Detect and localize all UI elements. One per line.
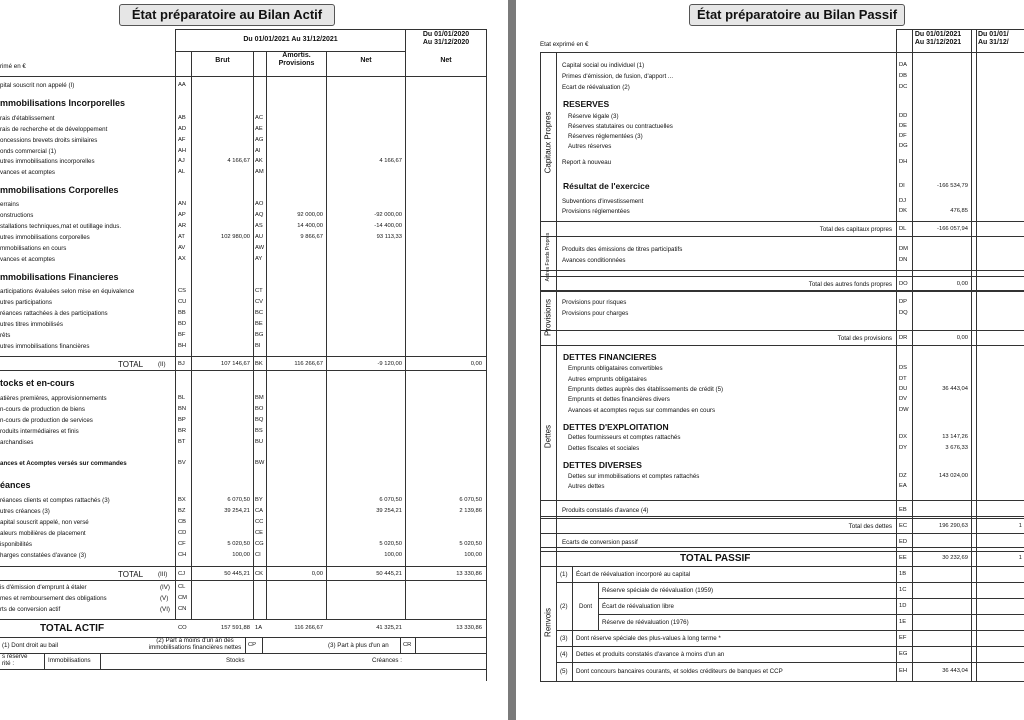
passif-line-label: Ecarts de conversion passif xyxy=(562,539,638,546)
passif-code: DW xyxy=(899,407,909,413)
passif-line-label: Ecart de réévaluation (2) xyxy=(562,84,630,91)
actif-line-label: is d'émission d'emprunt à étaler xyxy=(0,584,87,591)
actif-brut-value: 100,00 xyxy=(232,552,250,558)
renvoi-2c-code: 1E xyxy=(899,619,907,625)
group-autres-fonds: Autres Fonds Propres xyxy=(545,232,551,282)
actif-line-label: apital souscrit appelé, non versé xyxy=(0,519,89,526)
passif-total-rule xyxy=(540,518,1024,519)
passif-code: DG xyxy=(899,143,908,149)
passif-code: DM xyxy=(899,246,909,252)
actif-net-value: 6 070,50 xyxy=(379,497,402,503)
passif-code: DZ xyxy=(899,473,907,479)
actif-line-label: stallations techniques,mat et outillage indus. xyxy=(0,223,122,230)
renvoi-2a-code: 1C xyxy=(899,587,907,593)
actif-code-brut: CD xyxy=(178,530,187,536)
actif-code-brut: BR xyxy=(178,428,187,434)
actif-code-amort: AW xyxy=(255,245,265,251)
passif-unit: Etat exprimé en € xyxy=(540,41,589,48)
passif-line-label: Capital social ou individuel (1) xyxy=(562,62,645,69)
renvoi-2-num: (2) xyxy=(560,603,568,610)
renvoi-2c-label: Réserve de réévaluation (1976) xyxy=(602,619,689,626)
actif-code-brut: AV xyxy=(178,245,186,251)
actif-code-brut: AJ xyxy=(178,158,185,164)
actif-total-roman: (II) xyxy=(158,361,166,368)
actif-amort-value: 116 266,67 xyxy=(294,361,323,367)
actif-code-brut: CS xyxy=(178,288,187,294)
actif-code-amort: AU xyxy=(255,234,264,240)
passif-code: DD xyxy=(899,113,908,119)
passif-title: État préparatoire au Bilan Passif xyxy=(689,4,905,26)
actif-line-label: vances et acomptes xyxy=(0,256,56,263)
actif-brut-value: 4 166,67 xyxy=(227,158,250,164)
passif-section-rule xyxy=(540,500,1024,501)
passif-line-label: Réserves réglementées (3) xyxy=(568,133,643,140)
passif-period: Du 01/01/2021 Au 31/12/2021 xyxy=(914,31,962,46)
actif-code-brut: AF xyxy=(178,137,186,143)
passif-code: DA xyxy=(899,62,908,68)
renvoi-5-code: EH xyxy=(899,668,908,674)
passif-line-label: Subventions d'investissement xyxy=(562,198,644,205)
actif-net-value: 5 020,50 xyxy=(379,541,402,547)
actif-line-label: utres immobilisations financières xyxy=(0,343,90,350)
actif-code-amort: BU xyxy=(255,439,264,445)
actif-code-amort: BG xyxy=(255,332,264,338)
actif-prev-value: 2 139,86 xyxy=(459,508,482,514)
passif-code: DI xyxy=(899,183,905,189)
actif-title: État préparatoire au Bilan Actif xyxy=(119,4,335,26)
passif-line-label: Autres dettes xyxy=(568,483,605,490)
total-actif-prev: 13 330,86 xyxy=(456,625,482,631)
actif-code-amort: CG xyxy=(255,541,264,547)
actif-section-title: mmobilisations Corporelles xyxy=(0,185,119,195)
actif-code-brut: CF xyxy=(178,541,186,547)
renvoi-3-label: Dont réserve spéciale des plus-values à long terme * xyxy=(576,635,721,642)
actif-code-amort: CI xyxy=(255,552,261,558)
passif-section-rule xyxy=(540,345,1024,346)
passif-section-title: RESERVES xyxy=(563,99,610,109)
foot-cr: CR xyxy=(403,642,412,648)
passif-code: EE xyxy=(899,555,907,561)
actif-code-brut: CH xyxy=(178,552,187,558)
actif-line-label: ances et Acomptes versés sur commandes xyxy=(0,460,127,467)
passif-line-label: Dettes fournisseurs et comptes rattachés xyxy=(568,434,681,441)
actif-prev-value: 100,00 xyxy=(464,552,482,558)
actif-line-label: réances rattachées à des participations xyxy=(0,310,108,317)
renvoi-1-num: (1) xyxy=(560,571,568,578)
actif-section-title: mmobilisations Incorporelles xyxy=(0,98,126,108)
actif-code-brut: BX xyxy=(178,497,186,503)
passif-total-label: Total des dettes xyxy=(848,523,892,530)
renvoi-2b-code: 1D xyxy=(899,603,907,609)
foot-cp: CP xyxy=(248,642,257,648)
actif-net-value: 39 254,21 xyxy=(376,508,402,514)
actif-amort-value: 92 000,00 xyxy=(297,212,323,218)
passif-line-label: Produits constatés d'avance (4) xyxy=(562,507,649,514)
actif-code-brut: BN xyxy=(178,406,187,412)
actif-code-amort: CT xyxy=(255,288,263,294)
passif-value: 36 443,04 xyxy=(942,386,968,392)
actif-line-label: isponibilités xyxy=(0,541,32,548)
actif-line-label: archandises xyxy=(0,439,34,446)
passif-code: DQ xyxy=(899,310,908,316)
actif-line-label: onds commercial (1) xyxy=(0,148,57,155)
foot-droit-bail: (1) Dont droit au bail xyxy=(2,642,59,649)
passif-section-rule xyxy=(540,290,1024,291)
passif-line-label: Avances et acomptes reçus sur commandes en cours xyxy=(568,407,716,414)
actif-line-label: rts de conversion actif xyxy=(0,606,61,613)
actif-code-amort: AQ xyxy=(255,212,264,218)
total-actif-net: 41 325,21 xyxy=(376,625,402,631)
passif-section-rule xyxy=(540,516,1024,517)
actif-line-label: réances clients et comptes rattachés (3) xyxy=(0,497,110,504)
passif-total-label: Total des provisions xyxy=(837,335,892,342)
actif-code-amort: AK xyxy=(255,158,263,164)
passif-total-rule xyxy=(540,221,1024,222)
actif-code-amort: CV xyxy=(255,299,264,305)
actif-code-brut: AB xyxy=(178,115,186,121)
actif-line-label: rais d'établissement xyxy=(0,115,55,122)
passif-line-label: Produits des émissions de titres participatifs xyxy=(562,246,683,253)
actif-brut-value: 39 254,21 xyxy=(224,508,250,514)
passif-code: DK xyxy=(899,208,908,214)
actif-code-amort: CK xyxy=(255,571,264,577)
actif-brut-value: 6 070,50 xyxy=(227,497,250,503)
total-actif-code1: CO xyxy=(178,625,187,631)
foot-part-plus: (3) Part à plus d'un an xyxy=(328,642,389,649)
actif-code-brut: AX xyxy=(178,256,186,262)
actif-line-label: pital souscrit non appelé (I) xyxy=(0,82,75,89)
passif-line-label: Emprunts obligataires convertibles xyxy=(568,365,663,372)
actif-total-label: TOTAL xyxy=(118,570,144,579)
actif-line-roman: (V) xyxy=(160,595,169,602)
col-net: Net xyxy=(360,57,372,64)
actif-line-label: utres immobilisations incorporelles xyxy=(0,158,95,165)
actif-line-label: aleurs mobilières de placement xyxy=(0,530,86,537)
bilan-actif-page xyxy=(0,0,508,720)
actif-line-label: n-cours de production de biens xyxy=(0,406,85,413)
actif-prev-value: 5 020,50 xyxy=(459,541,482,547)
passif-section-title: DETTES DIVERSES xyxy=(563,460,642,470)
actif-code-amort: BC xyxy=(255,310,264,316)
passif-prev-partial: 1 xyxy=(1018,555,1022,561)
actif-code-brut: CJ xyxy=(178,571,186,577)
actif-code-brut: AR xyxy=(178,223,187,229)
actif-code-brut: AT xyxy=(178,234,185,240)
actif-code-brut: AL xyxy=(178,169,186,175)
actif-brut-value: 50 445,21 xyxy=(224,571,250,577)
renvoi-3-code: EF xyxy=(899,635,907,641)
passif-code: DN xyxy=(899,257,908,263)
actif-code-brut: BF xyxy=(178,332,186,338)
passif-value: 30 232,69 xyxy=(942,555,968,561)
passif-code: DH xyxy=(899,159,908,165)
group-dettes: Dettes xyxy=(543,424,553,449)
total-actif-label: TOTAL ACTIF xyxy=(40,623,105,634)
actif-net-value: 93 113,33 xyxy=(376,234,402,240)
actif-code-brut: AH xyxy=(178,148,187,154)
passif-code: DR xyxy=(899,335,908,341)
passif-code: EA xyxy=(899,483,907,489)
renvoi-5-value: 36 443,04 xyxy=(942,668,968,674)
actif-line-label: mmobilisations en cours xyxy=(0,245,67,252)
actif-line-label: onstructions xyxy=(0,212,34,219)
passif-code: DS xyxy=(899,365,908,371)
renvoi-2a-label: Réserve spéciale de réévaluation (1959) xyxy=(602,587,714,594)
actif-prev-value: 0,00 xyxy=(470,361,482,367)
actif-code-brut: BP xyxy=(178,417,186,423)
actif-unit: rimé en € xyxy=(0,63,26,70)
passif-line-label: Autres emprunts obligataires xyxy=(568,376,647,383)
actif-total-rule xyxy=(0,566,486,567)
actif-total-label: TOTAL xyxy=(118,360,144,369)
actif-line-label: errains xyxy=(0,201,19,208)
actif-section-title: mmobilisations Financieres xyxy=(0,272,119,282)
passif-code: DP xyxy=(899,299,908,305)
actif-code-brut: BT xyxy=(178,439,186,445)
passif-line-label: Réserves statutaires ou contractuelles xyxy=(568,123,673,130)
actif-line-roman: (IV) xyxy=(160,584,170,591)
actif-brut-value: 107 146,67 xyxy=(220,361,250,367)
actif-period-prev: Du 01/01/2020 Au 31/12/2020 xyxy=(422,31,470,46)
passif-code: DU xyxy=(899,386,908,392)
actif-prev-value: 13 330,86 xyxy=(456,571,482,577)
actif-total-rule xyxy=(0,580,486,581)
actif-line-label: vances et acomptes xyxy=(0,169,56,176)
actif-code-amort: BI xyxy=(255,343,261,349)
renvoi-1-label: Écart de réévaluation incorporé au capital xyxy=(576,571,691,578)
passif-section-title: Résultat de l'exercice xyxy=(563,181,650,191)
actif-code-amort: BY xyxy=(255,497,263,503)
actif-net-value: -92 000,00 xyxy=(374,212,402,218)
actif-line-label: utres immobilisations corporelles xyxy=(0,234,90,241)
passif-line-label: Dettes fiscales et sociales xyxy=(568,445,640,452)
passif-line-label: Provisions pour risques xyxy=(562,299,627,306)
passif-total-label: Total des autres fonds propres xyxy=(808,281,892,288)
passif-section-title: DETTES FINANCIERES xyxy=(563,352,657,362)
passif-value: 0,00 xyxy=(956,281,968,287)
passif-value: 476,85 xyxy=(950,208,968,214)
passif-value: -166 534,79 xyxy=(937,183,968,189)
actif-code-brut: BH xyxy=(178,343,187,349)
actif-code-amort: CC xyxy=(255,519,264,525)
actif-code-amort: BM xyxy=(255,395,264,401)
passif-line-label: Emprunts dettes auprès des établissements de crédit (5) xyxy=(568,386,724,393)
actif-code-amort: BW xyxy=(255,460,265,466)
actif-code-brut: CM xyxy=(178,595,188,601)
actif-code-amort: BE xyxy=(255,321,263,327)
col-brut: Brut xyxy=(215,57,230,64)
passif-line-label: Dettes sur immobilisations et comptes rattachés xyxy=(568,473,700,480)
actif-line-label: rais de recherche et de développement xyxy=(0,126,108,133)
actif-brut-value: 102 980,00 xyxy=(220,234,250,240)
actif-net-value: 100,00 xyxy=(384,552,402,558)
renvoi-4-code: EG xyxy=(899,651,908,657)
passif-code: ED xyxy=(899,539,908,545)
actif-code-brut: BD xyxy=(178,321,187,327)
renvoi-2-dont: Dont xyxy=(579,603,593,610)
passif-value: 0,00 xyxy=(956,335,968,341)
renvoi-5-num: (5) xyxy=(560,668,568,675)
total-actif-code2: 1A xyxy=(255,625,263,631)
actif-line-label: atières premières, approvisionnements xyxy=(0,395,107,402)
passif-section-title: DETTES D'EXPLOITATION xyxy=(563,422,669,432)
actif-code-brut: BB xyxy=(178,310,186,316)
actif-total-rule xyxy=(0,370,486,371)
total-passif-label: TOTAL PASSIF xyxy=(680,553,751,564)
bilan-passif-page xyxy=(516,0,1024,720)
passif-code: DX xyxy=(899,434,908,440)
actif-brut-value: 5 020,50 xyxy=(227,541,250,547)
renvoi-4-num: (4) xyxy=(560,651,568,658)
actif-code-brut: BV xyxy=(178,460,186,466)
passif-value: 3 676,33 xyxy=(945,445,968,451)
passif-section-rule xyxy=(540,547,1024,548)
actif-line-label: utres participations xyxy=(0,299,52,306)
passif-line-label: Réserve légale (3) xyxy=(568,113,619,120)
passif-total-rule xyxy=(540,533,1024,534)
foot-immobilisations: Immobilisations xyxy=(48,657,91,664)
actif-line-label: articipations évaluées selon mise en équivalence xyxy=(0,288,135,295)
passif-period-prev: Du 01/01/ Au 31/12/ xyxy=(978,31,1009,46)
actif-code-brut: BZ xyxy=(178,508,186,514)
actif-total-roman: (III) xyxy=(158,571,168,578)
foot-stocks: Stocks xyxy=(226,657,245,664)
actif-line-label: rêts xyxy=(0,332,11,339)
passif-value: 13 147,26 xyxy=(942,434,968,440)
passif-code: DC xyxy=(899,84,908,90)
passif-total-label: Total des capitaux propres xyxy=(819,226,892,233)
actif-line-label: utres créances (3) xyxy=(0,508,50,515)
actif-line-roman: (VI) xyxy=(160,606,170,613)
passif-code: DF xyxy=(899,133,907,139)
passif-line-label: Autres réserves xyxy=(568,143,612,150)
actif-line-label: n-cours de production de services xyxy=(0,417,93,424)
actif-line-label: mes et remboursement des obligations xyxy=(0,595,107,602)
actif-line-label: harges constatées d'avance (3) xyxy=(0,552,87,559)
actif-code-amort: AI xyxy=(255,148,261,154)
actif-prev-value: 6 070,50 xyxy=(459,497,482,503)
passif-code: DL xyxy=(899,226,907,232)
actif-code-amort: AC xyxy=(255,115,264,121)
actif-amort-value: 0,00 xyxy=(311,571,323,577)
actif-code-brut: AA xyxy=(178,82,186,88)
passif-code: DE xyxy=(899,123,908,129)
actif-line-label: oncessions brevets droits similaires xyxy=(0,137,98,144)
actif-code-brut: CL xyxy=(178,584,186,590)
passif-line-label: Avances conditionnées xyxy=(562,257,626,264)
passif-total-rule xyxy=(540,551,1024,552)
actif-code-amort: BQ xyxy=(255,417,264,423)
passif-total-rule xyxy=(540,291,1024,292)
actif-code-amort: AM xyxy=(255,169,264,175)
passif-code: DY xyxy=(899,445,908,451)
actif-total-rule xyxy=(0,356,486,357)
actif-line-label: utres titres immobilisés xyxy=(0,321,63,328)
col-net-prev: Net xyxy=(440,57,452,64)
renvoi-1-code: 1B xyxy=(899,571,907,577)
actif-amort-value: 9 866,67 xyxy=(300,234,323,240)
actif-period: Du 01/01/2021 Au 31/12/2021 xyxy=(243,36,338,43)
group-provisions: Provisions xyxy=(543,299,553,336)
passif-code: DV xyxy=(899,396,908,402)
actif-net-value: -14 400,00 xyxy=(374,223,402,229)
passif-prev-partial: 1 xyxy=(1018,523,1022,529)
passif-code: DB xyxy=(899,73,908,79)
actif-code-brut: BL xyxy=(178,395,186,401)
actif-code-brut: AD xyxy=(178,126,187,132)
passif-section-rule xyxy=(540,566,1024,567)
actif-code-amort: AG xyxy=(255,137,264,143)
passif-code: DO xyxy=(899,281,908,287)
total-actif-brut: 157 591,88 xyxy=(220,625,250,631)
renvoi-5-label: Dont concours bancaires courants, et soldes créditeurs de banques et CCP xyxy=(576,668,783,675)
actif-section-title: éances xyxy=(0,480,31,490)
passif-code: EC xyxy=(899,523,908,529)
passif-value: 143 024,00 xyxy=(938,473,968,479)
passif-total-rule xyxy=(540,330,1024,331)
passif-line-label: Provisions pour charges xyxy=(562,310,629,317)
actif-code-brut: CB xyxy=(178,519,187,525)
actif-code-brut: AP xyxy=(178,212,186,218)
passif-value: 196 290,63 xyxy=(938,523,968,529)
actif-code-amort: BS xyxy=(255,428,263,434)
renvoi-3-num: (3) xyxy=(560,635,568,642)
actif-code-amort: AS xyxy=(255,223,263,229)
foot-reserve: s réserve rité : xyxy=(2,653,28,667)
actif-code-amort: BK xyxy=(255,361,263,367)
passif-total-rule xyxy=(540,276,1024,277)
actif-code-brut: CN xyxy=(178,606,187,612)
actif-line-label: roduits intermédiaires et finis xyxy=(0,428,79,435)
actif-net-value: 50 445,21 xyxy=(376,571,402,577)
group-capitaux-propres: Capitaux Propres xyxy=(543,111,553,174)
actif-net-value: -9 120,00 xyxy=(377,361,402,367)
actif-code-amort: BO xyxy=(255,406,264,412)
passif-line-label: Emprunts et dettes financières divers xyxy=(568,396,670,403)
foot-part-moins: (2) Part à moins d'un an des immobilisations financières nettes xyxy=(148,637,242,651)
actif-code-brut: CU xyxy=(178,299,187,305)
actif-net-value: 4 166,67 xyxy=(379,158,402,164)
renvoi-4-label: Dettes et produits constatés d'avance à moins d'un an xyxy=(576,651,725,658)
actif-section-title: tocks et en-cours xyxy=(0,378,75,388)
col-amort: Amortis. Provisions xyxy=(278,52,315,67)
group-renvois: Renvois xyxy=(543,608,553,637)
renvoi-2b-label: Écart de réévaluation libre xyxy=(602,603,674,610)
total-actif-amort: 116 266,67 xyxy=(294,625,323,631)
passif-line-label: Primes d'émission, de fusion, d'apport ... xyxy=(562,73,674,80)
passif-line-label: Provisions réglementées xyxy=(562,208,630,215)
actif-code-amort: AE xyxy=(255,126,263,132)
passif-value: -166 057,94 xyxy=(937,226,968,232)
actif-code-amort: AO xyxy=(255,201,264,207)
passif-section-rule xyxy=(540,236,1024,237)
passif-code: DT xyxy=(899,376,907,382)
actif-code-brut: BJ xyxy=(178,361,185,367)
foot-creances: Créances : xyxy=(372,657,402,664)
passif-code: DJ xyxy=(899,198,907,204)
passif-line-label: Report à nouveau xyxy=(562,159,612,166)
actif-code-amort: AY xyxy=(255,256,263,262)
actif-amort-value: 14 400,00 xyxy=(297,223,323,229)
actif-code-amort: CE xyxy=(255,530,264,536)
passif-section-rule xyxy=(540,270,1024,271)
actif-code-brut: AN xyxy=(178,201,187,207)
actif-code-amort: CA xyxy=(255,508,264,514)
passif-code: EB xyxy=(899,507,907,513)
